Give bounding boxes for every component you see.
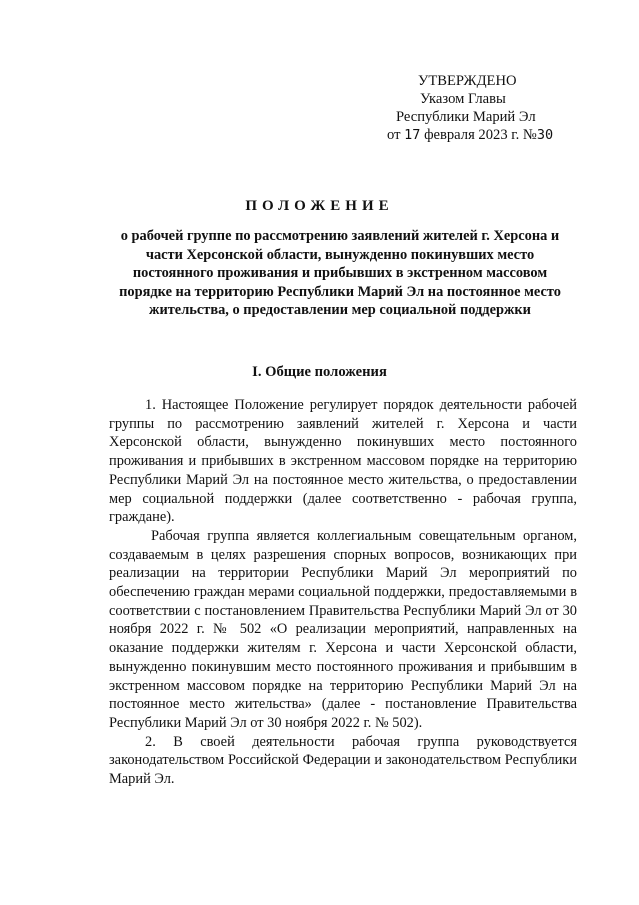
- approval-date-rest: февраля 2023 г. №: [424, 127, 537, 143]
- approval-line-approved: УТВЕРЖДЕНО: [418, 73, 517, 89]
- approval-date-prefix: от: [387, 127, 401, 143]
- document-subtitle: о рабочей группе по рассмотрению заявлений жителей г. Херсона и части Херсонской области, вынужденно покинувших место постоянного проживания и прибывших в экстренном массовом порядке на территорию Республики Марий Эл на постоянное место жительства, о предоставлении мер социальной поддержки: [119, 228, 561, 318]
- approval-decree-number: 30: [536, 127, 554, 143]
- document-title: ПОЛОЖЕНИЕ: [245, 198, 394, 214]
- paragraph-1: 1. Настоящее Положение регулирует порядок деятельности рабочей группы по рассмотрению заявлений жителей г. Херсона и части Херсонской области, вынужденно покинувших место постоянного проживания и прибывших в экстренном массовом порядке на территорию Республики Марий Эл на постоянное место жительства, о предоставлении мер социальной поддержки (далее соответственно - рабочая группа, граждане).: [109, 397, 577, 526]
- approval-line-decree: Указом Главы: [420, 91, 506, 107]
- approval-line-republic: Республики Марий Эл: [396, 109, 536, 125]
- approval-line-date: [380, 126, 590, 144]
- section-heading: I. Общие положения: [252, 364, 387, 380]
- approval-stamp: [380, 72, 590, 144]
- paragraph-2: Рабочая группа является коллегиальным совещательным органом, создаваемым в целях разрешения спорных вопросов, возникающих при реализации на территории Республики Марий Эл мероприятий по обеспечению граждан мерами социальной поддержки, предоставляемыми в соответствии с постановлением Правительства Республики Марий Эл от 30 ноября 2022 г. № 502 «О реализации мероприятий, направленных на оказание поддержки жителям г. Херсона и части Херсонской области, вынужденно покинувшим место постоянного проживания и прибывшим в экстренном массовом порядке на территорию Республики Марий Эл на постоянное место жительства» (далее - постановление Правительства Республики Марий Эл от 30 ноября 2022 г. № 502).: [109, 527, 577, 731]
- paragraph-3: 2. В своей деятельности рабочая группа руководствуется законодательством Российской Федерации и законодательством Республики Марий Эл.: [109, 733, 577, 788]
- approval-date-day: 17: [404, 127, 421, 143]
- document-body: [109, 396, 577, 789]
